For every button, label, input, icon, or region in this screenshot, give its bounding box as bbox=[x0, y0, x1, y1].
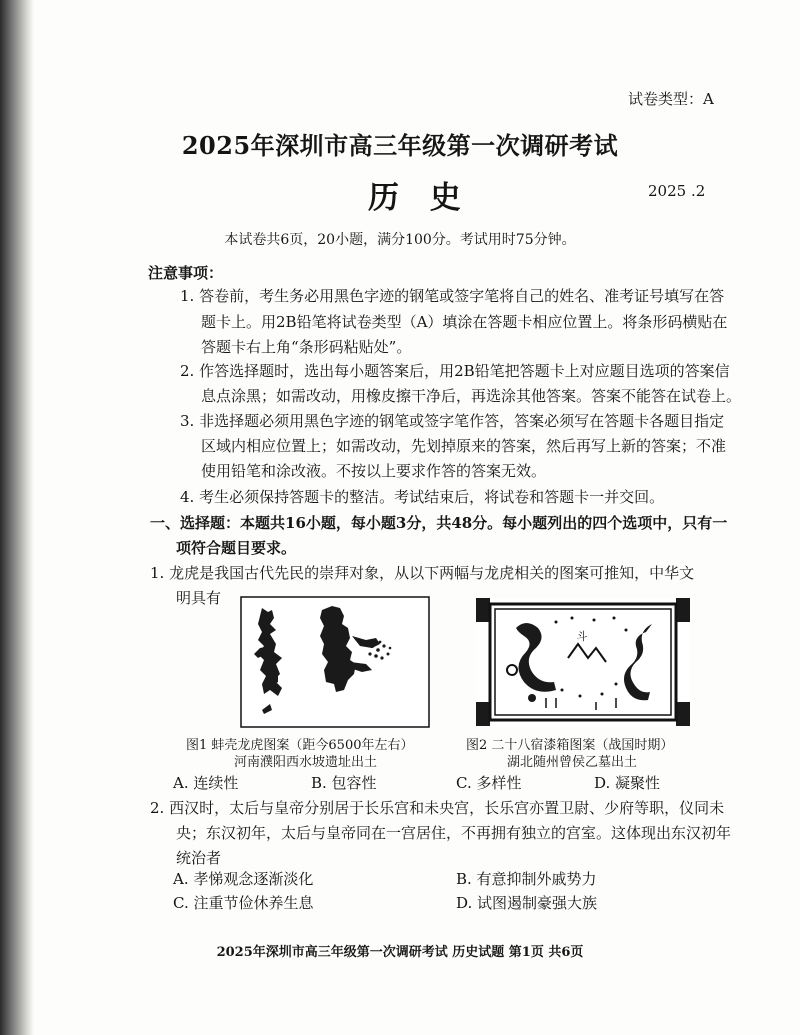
notes-title: 注意事项： bbox=[148, 264, 224, 282]
figure-1-dragon-tiger-image bbox=[240, 596, 430, 728]
figure-2-caption: 图2 二十八宿漆箱图案（战国时期） bbox=[466, 738, 674, 753]
note-line: 区域内相应位置上；如需改动，先划掉原来的答案，然后再写上新的答案；不准 bbox=[201, 437, 727, 455]
note-line: 息点涂黑；如需改动，用橡皮擦干净后，再选涂其他答案。答案不能答在试卷上。 bbox=[201, 387, 742, 405]
svg-text:斗: 斗 bbox=[576, 630, 588, 643]
figure-2-source: 湖北随州曾侯乙墓出土 bbox=[507, 755, 638, 770]
q2-option-b[interactable]: B. 有意抑制外戚势力 bbox=[456, 870, 597, 888]
q2-option-c[interactable]: C. 注重节俭休养生息 bbox=[173, 894, 314, 912]
note-line: 使用铅笔和涂改液。不按以上要求作答的答案无效。 bbox=[201, 462, 547, 480]
section-heading: 一、选择题：本题共16小题，每小题3分，共48分。每小题列出的四个选项中，只有一 bbox=[150, 514, 728, 532]
q2-stem: 2. 西汉时，太后与皇帝分别居于长乐宫和未央宫，长乐宫亦置卫尉、少府等职，仪同未 bbox=[150, 799, 725, 817]
section-heading-cont: 项符合题目要求。 bbox=[176, 539, 297, 557]
q1-stem-cont: 明具有 bbox=[176, 589, 222, 607]
q1-option-d[interactable]: D. 凝聚性 bbox=[594, 774, 661, 792]
q2-stem-cont: 统治者 bbox=[176, 849, 222, 867]
note-line: 答题卡右上角“条形码粘贴处”。 bbox=[201, 338, 412, 356]
q1-option-b[interactable]: B. 包容性 bbox=[311, 774, 377, 792]
subject-title: 历 史 bbox=[368, 180, 471, 216]
q2-stem-cont: 央；东汉初年，太后与皇帝同在一宫居住，不再拥有独立的宫室。这体现出东汉初年 bbox=[176, 824, 732, 842]
figure-1-caption: 图1 蚌壳龙虎图案（距今6500年左右） bbox=[186, 738, 414, 753]
exam-type: 试卷类型：A bbox=[628, 90, 714, 108]
note-line: 1. 答卷前，考生务必用黑色字迹的钢笔或签字笔将自己的姓名、准考证号填写在答 bbox=[180, 287, 725, 305]
note-line: 3. 非选择题必须用黑色字迹的钢笔或签字笔作答，答案必须写在答题卡各题目指定 bbox=[180, 412, 725, 430]
q2-option-d[interactable]: D. 试图遏制豪强大族 bbox=[456, 894, 598, 912]
page-footer: 2025年深圳市高三年级第一次调研考试 历史试题 第1页 共6页 bbox=[216, 945, 584, 960]
exam-info: 本试卷共6页，20小题，满分100分。考试用时75分钟。 bbox=[224, 232, 576, 248]
exam-date: 2025 .2 bbox=[648, 182, 706, 200]
note-line: 2. 作答选择题时，选出每小题答案后，用2B铅笔把答题卡上对应题目选项的答案信 bbox=[180, 362, 730, 380]
exam-title: 2025年深圳市高三年级第一次调研考试 bbox=[181, 131, 619, 160]
note-line: 题卡上。用2B铅笔将试卷类型（A）填涂在答题卡相应位置上。将条形码横贴在 bbox=[201, 313, 728, 331]
q2-option-a[interactable]: A. 孝悌观念逐渐淡化 bbox=[173, 870, 314, 888]
q1-option-a[interactable]: A. 连续性 bbox=[173, 774, 239, 792]
q1-option-c[interactable]: C. 多样性 bbox=[456, 774, 522, 792]
q1-stem: 1. 龙虎是我国古代先民的崇拜对象，从以下两幅与龙虎相关的图案可推知，中华文 bbox=[150, 564, 695, 582]
figure-2-lacquer-box-image bbox=[476, 598, 690, 726]
note-line: 4. 考生必须保持答题卡的整洁。考试结束后，将试卷和答题卡一并交回。 bbox=[180, 488, 665, 506]
figure-1-source: 河南濮阳西水坡遗址出土 bbox=[234, 755, 378, 770]
